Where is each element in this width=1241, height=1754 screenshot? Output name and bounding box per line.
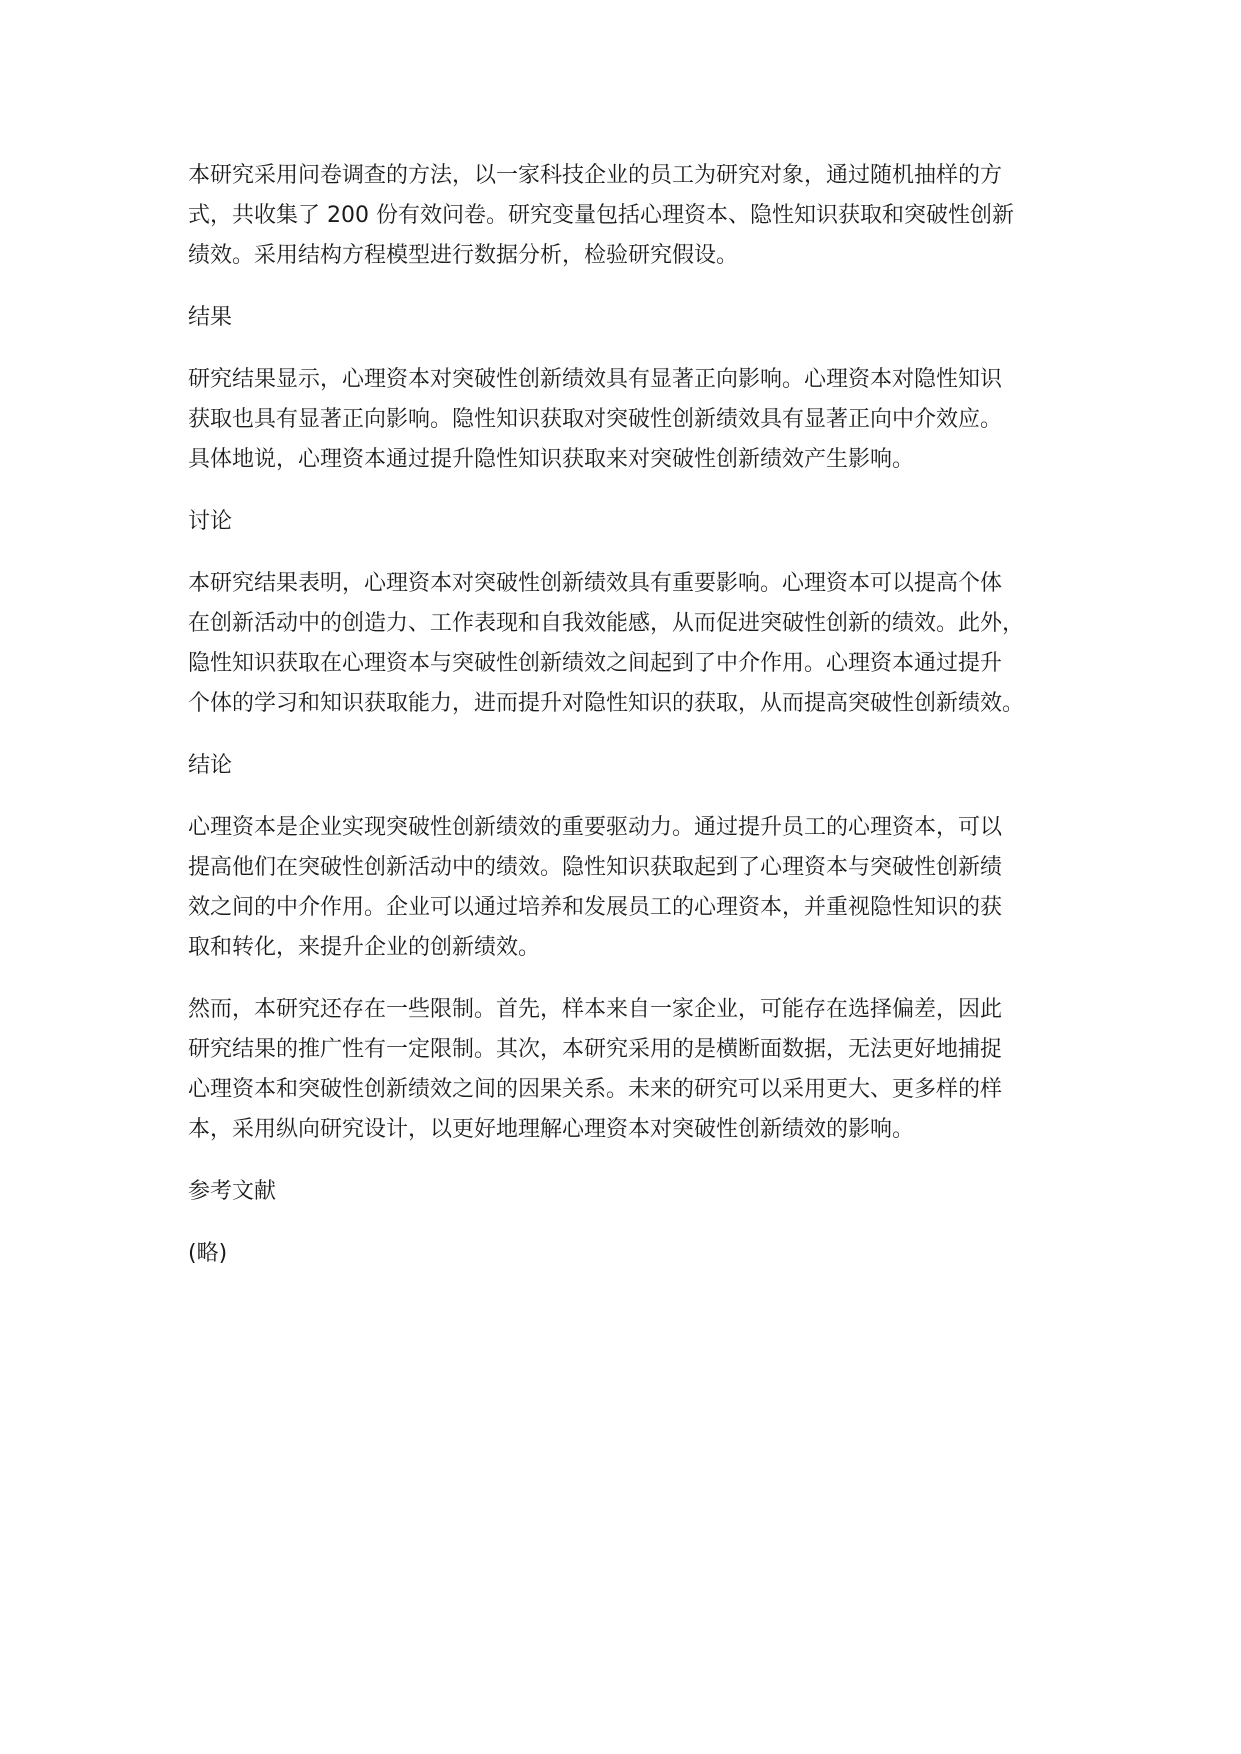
conclusion-paragraph-1: 心理资本是企业实现突破性创新绩效的重要驱动力。通过提升员工的心理资本，可以 提高他们在突破性创新活动中的绩效。隐性知识获取起到了心理资本与突破性创新绩 效之间的中介作用。企业可以通过培养和发展员工的心理资本，并重视隐性知识的获 取和转化，来提升企业的创新绩效。 (188, 815, 1003, 960)
results-heading: 结果 (188, 305, 233, 330)
conclusion-heading: 结论 (188, 753, 233, 778)
conclusion-paragraph-2: 然而，本研究还存在一些限制。首先，样本来自一家企业，可能存在选择偏差，因此 研究结果的推广性有一定限制。其次，本研究采用的是横断面数据，无法更好地捕捉 心理资本和突破性创新绩效之间的因果关系。未来的研究可以采用更大、更多样的样 本，采用纵向研究设计，以更好地理解心理资本对突破性创新绩效的影响。 (188, 997, 1003, 1142)
results-paragraph: 研究结果显示，心理资本对突破性创新绩效具有显著正向影响。心理资本对隐性知识 获取也具有显著正向影响。隐性知识获取对突破性创新绩效具有显著正向中介效应。 具体地说，心理资本通过提升隐性知识获取来对突破性创新绩效产生影响。 (188, 367, 1003, 472)
discussion-heading: 讨论 (188, 509, 233, 534)
references-heading: 参考文献 (188, 1179, 277, 1204)
document-body (188, 156, 1078, 1296)
methods-paragraph: 本研究采用问卷调查的方法，以一家科技企业的员工为研究对象，通过随机抽样的方 式，共收集了 200 份有效问卷。研究变量包括心理资本、隐性知识获取和突破性创新 绩效。采用结构方程模型进行数据分析，检验研究假设。 (188, 163, 1014, 268)
references-body: (略) (188, 1241, 228, 1266)
discussion-paragraph: 本研究结果表明，心理资本对突破性创新绩效具有重要影响。心理资本可以提高个体 在创新活动中的创造力、工作表现和自我效能感，从而促进突破性创新的绩效。此外， 隐性知识获取在心理资本与突破性创新绩效之间起到了中介作用。心理资本通过提升 个体的学习和知识获取能力，进而提升对隐性知识的获取，从而提高突破性创新绩效。 (188, 571, 1025, 716)
